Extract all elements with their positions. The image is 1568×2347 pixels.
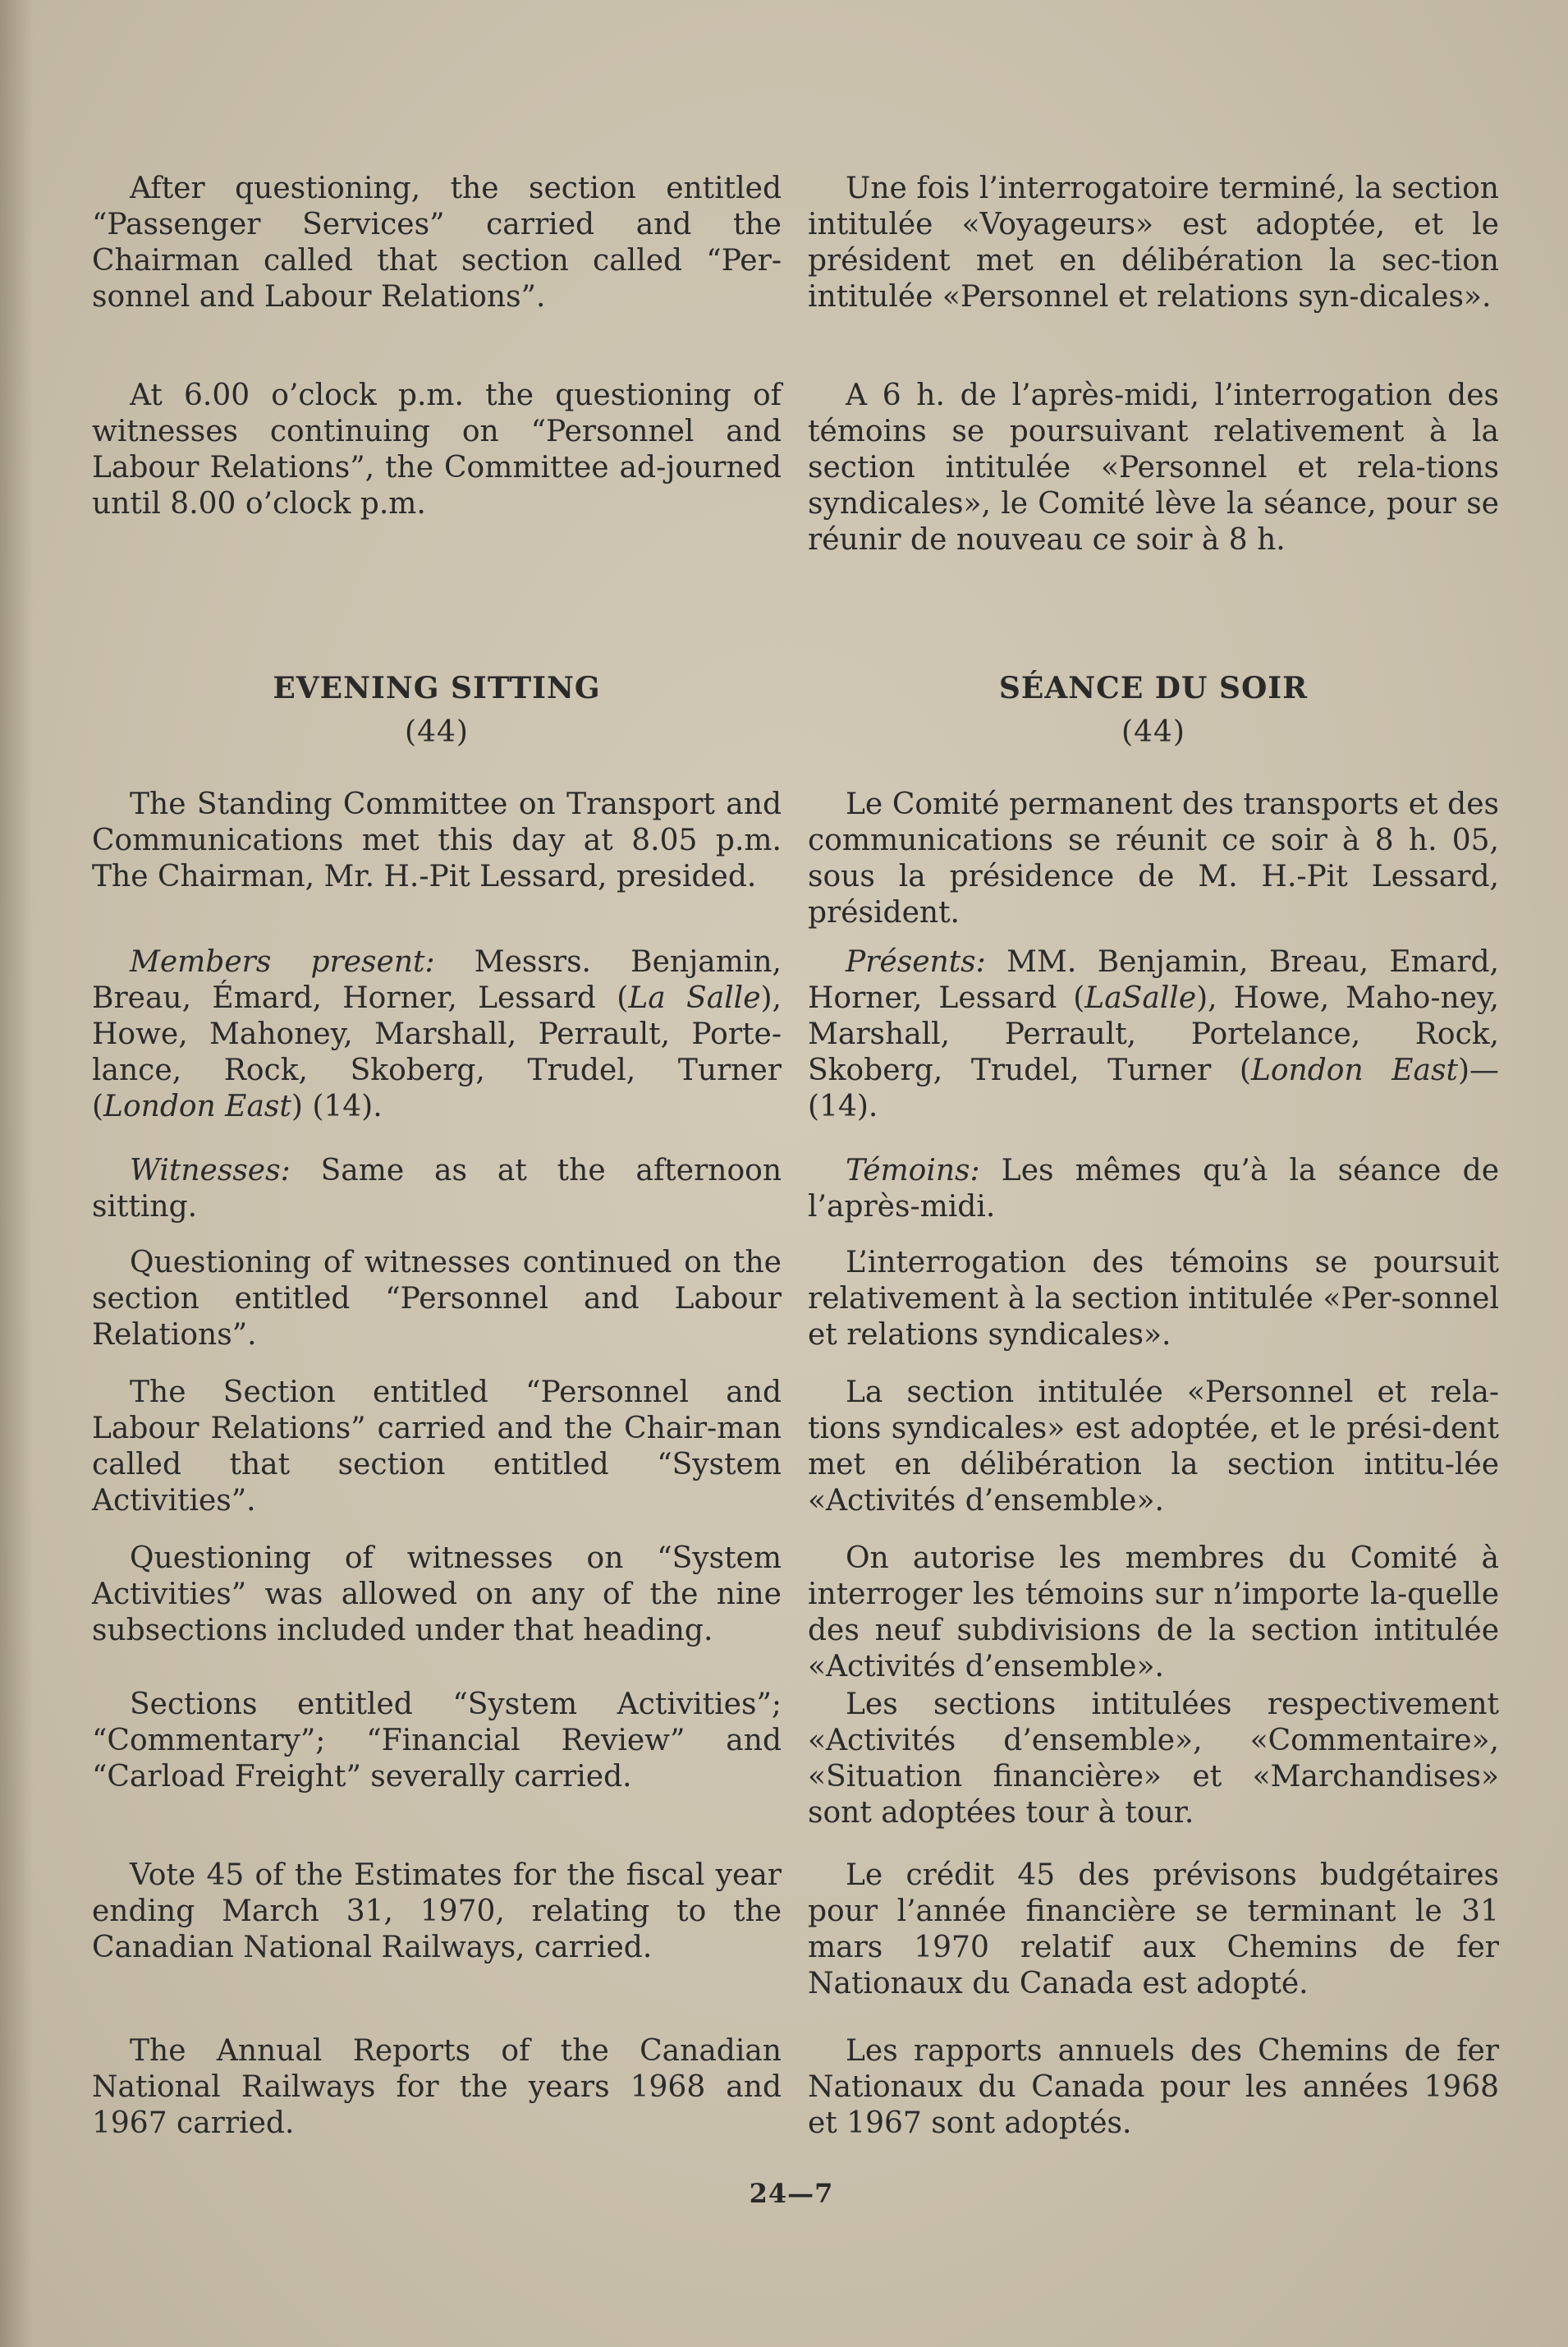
witnesses-text: Same as at the afternoon sitting. xyxy=(92,1154,782,1224)
paragraph-section-adoptee: La section intitulée «Personnel et rela-tions syndicales» est adoptée, et le prési-dent met en délibération la section intitu-lée «Activités d’ensemble». xyxy=(808,1376,1499,1518)
members-text-part-1: Messrs. Benjamin, Breau, Émard, Horner, Lessard ( xyxy=(92,945,782,1015)
members-text-part-2: ), Howe, Mahoney, Marshall, Perrault, Porte-lance, Rock, Skoberg, Trudel, Turner ( xyxy=(92,981,782,1123)
paragraph-meeting-opened: The Standing Committee on Transport and Communications met this day at 8.05 p.m. The Chairman, Mr. H.-Pit Lessard, presided. xyxy=(92,788,782,893)
binding-shadow xyxy=(0,0,33,2347)
page-number: 24—7 xyxy=(749,2178,834,2209)
temoins-text: Les mêmes qu’à la séance de l’après-midi. xyxy=(808,1154,1499,1224)
paragraph-sections-adoptees: Les sections intitulées respectivement «Activités d’ensemble», «Commentaire», «Situation financière» et «Marchandises» sont adoptées tour à tour. xyxy=(808,1688,1499,1830)
paragraph-vote-45: Vote 45 of the Estimates for the fiscal year ending March 31, 1970, relating to the Canadian National Railways, carried. xyxy=(92,1858,782,1964)
paragraph-section-carried: The Section entitled “Personnel and Labour Relations” carried and the Chair-man called that section entitled “System Activities”. xyxy=(92,1376,782,1518)
paragraph-credit-45: Le crédit 45 des prévisons budgétaires pour l’année financière se terminant le 31 mars 1970 relatif aux Chemins de fer Nationaux du Canada est adopté. xyxy=(808,1858,1499,2000)
paragraph-adjournment: At 6.00 o’clock p.m. the questioning of witnesses continuing on “Personnel and Labour Relations”, the Committee ad-journed until 8.00 o’clock p.m. xyxy=(92,379,782,521)
paragraph-system-activities: Questioning of witnesses on “System Activities” was allowed on any of the nine subsections included under that heading. xyxy=(92,1541,782,1647)
paragraph-comite-reunit: Le Comité permanent des transports et des communications se réunit ce soir à 8 h. 05, sous la présidence de M. H.-Pit Lessard, président. xyxy=(808,788,1499,930)
members-label: Members present: xyxy=(130,945,435,979)
witnesses-label: Witnesses: xyxy=(130,1154,291,1187)
paragraph-witnesses xyxy=(92,1153,782,1225)
heading-evening-sitting: EVENING SITTING xyxy=(273,671,601,705)
temoins-label: Témoins: xyxy=(846,1154,980,1187)
members-text-part-3: ) (14). xyxy=(291,1090,383,1123)
members-riding-1: La Salle xyxy=(628,981,761,1015)
presents-text-part-2: ), Howe, Maho-ney, Marshall, Perrault, Portelance, Rock, Skoberg, Trudel, Turner ( xyxy=(808,981,1499,1087)
paragraph-sections-carried: Sections entitled “System Activities”; “Commentary”; “Financial Review” and “Carload Freight” severally carried. xyxy=(92,1688,782,1794)
paragraph-temoins xyxy=(808,1153,1499,1225)
paragraph-questioning-continued: Questioning of witnesses continued on the section entitled “Personnel and Labour Relations”. xyxy=(92,1246,782,1352)
presents-text-part-3: )— (14). xyxy=(808,1054,1500,1123)
paragraph-rapports-annuels: Les rapports annuels des Chemins de fer Nationaux du Canada pour les années 1968 et 1967 sont adoptés. xyxy=(808,2034,1499,2140)
presents-riding-1: LaSalle xyxy=(1084,981,1197,1015)
paragraph-passenger-services: After questioning, the section entitled “Passenger Services” carried and the Chairman called that section called “Per-sonnel and Labour Relations”. xyxy=(92,172,782,314)
paragraph-interrogation-poursuit: L’interrogation des témoins se poursuit relativement à la section intitulée «Per-sonnel et relations syndicales». xyxy=(808,1246,1499,1352)
heading-sitting-number: (44) xyxy=(405,715,469,749)
paragraph-annual-reports: The Annual Reports of the Canadian National Railways for the years 1968 and 1967 carried. xyxy=(92,2034,782,2140)
presents-text-part-1: MM. Benjamin, Breau, Emard, Horner, Lessard ( xyxy=(808,945,1499,1015)
paragraph-members-present xyxy=(92,944,782,1125)
members-riding-2: London East xyxy=(103,1090,291,1123)
heading-seance-number: (44) xyxy=(1121,715,1185,749)
paragraph-voyageurs: Une fois l’interrogatoire terminé, la section intitulée «Voyageurs» est adoptée, et le président met en délibération la sec-tion intitulée «Personnel et relations syn-dicales». xyxy=(808,172,1499,314)
paragraph-presents xyxy=(808,944,1499,1125)
paragraph-levee-seance: A 6 h. de l’après-midi, l’interrogation des témoins se poursuivant relativement à la section intitulée «Personnel et rela-tions syndicales», le Comité lève la séance, pour se réunir de nouveau ce soir à 8 h. xyxy=(808,379,1499,557)
presents-label: Présents: xyxy=(846,945,986,979)
presents-riding-2: London East xyxy=(1250,1054,1458,1087)
paragraph-activites-ensemble: On autorise les membres du Comité à interroger les témoins sur n’importe la-quelle des neuf subdivisions de la section intitulée «Activités d’ensemble». xyxy=(808,1541,1499,1683)
heading-seance-du-soir: SÉANCE DU SOIR xyxy=(998,671,1309,705)
